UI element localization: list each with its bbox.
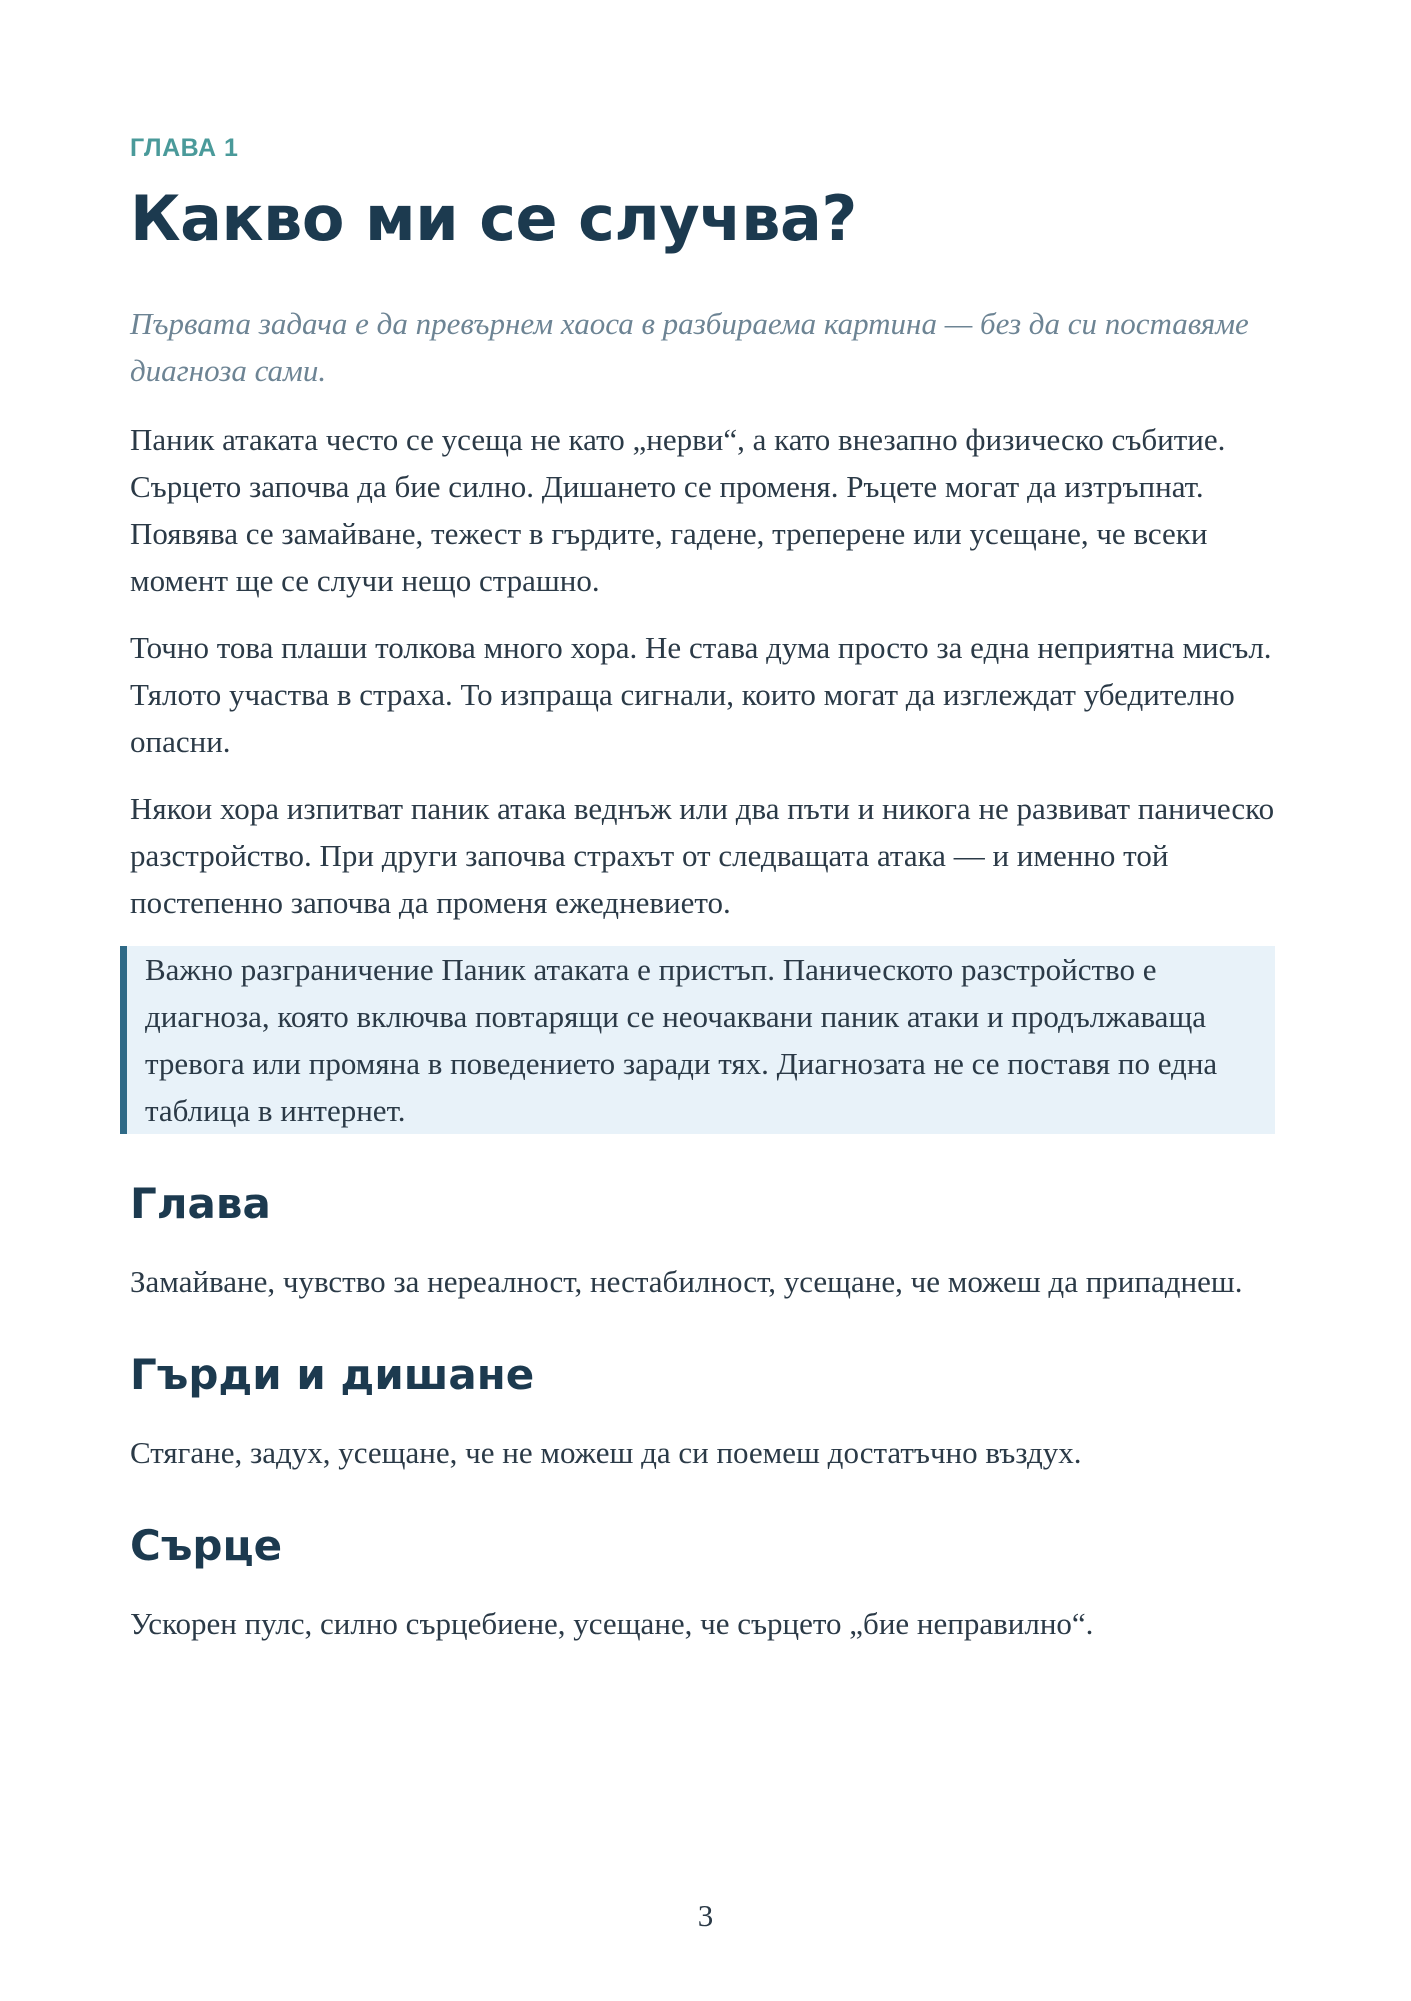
page-content bbox=[130, 128, 1280, 1687]
body-paragraph-3: Някои хора изпитват паник атака веднъж или два пъти и никога не развиват паническо разстройство. При други започва страхът от следващата атака — и именно той постепенно започва да променя ежедневието. bbox=[130, 791, 1275, 920]
callout-text: Важно разграничение Паник атаката е пристъп. Паническото разстройство е диагноза, която включва повтарящи се неочаквани паник атаки и продължаваща тревога или промяна в поведението заради тях. Диагнозата не се поставя по една таблица в интернет. bbox=[145, 952, 1218, 1128]
section-head bbox=[130, 1174, 1280, 1305]
chapter-subtitle: Първата задача е да превърнем хаоса в разбираема картина — без да си поставяме диагноза сами. bbox=[130, 306, 1249, 388]
section-heading-head: Глава bbox=[130, 1179, 271, 1228]
body-paragraph-1: Паник атаката често се усеща не като „нерви“, а като внезапно физическо събитие. Сърцето започва да бие силно. Дишането се променя. Ръцете могат да изтръпнат. Появява се замайване, тежест в гърдите, гадене, треперене или усещане, че всеки момент ще се случи нещо страшно. bbox=[130, 422, 1226, 598]
section-body-heart: Ускорен пулс, силно сърцебиене, усещане, че сърцето „бие неправилно“. bbox=[130, 1606, 1094, 1641]
page-number: 3 bbox=[697, 1898, 714, 1933]
section-heading-heart: Сърце bbox=[130, 1521, 283, 1570]
section-chest-breathing bbox=[130, 1345, 1280, 1476]
body-paragraph-2: Точно това плаши толкова много хора. Не става дума просто за една неприятна мисъл. Тялото участва в страха. То изпраща сигнали, които могат да изглеждат убедително опасни. bbox=[130, 630, 1272, 759]
page-title: Какво ми се случва? bbox=[130, 182, 857, 255]
section-heading-chest: Гърди и дишане bbox=[130, 1350, 535, 1399]
callout-box bbox=[120, 946, 1275, 1134]
section-heart bbox=[130, 1516, 1280, 1647]
chapter-label: ГЛАВА 1 bbox=[130, 134, 239, 162]
section-body-chest: Стягане, задух, усещане, че не можеш да си поемеш достатъчно въздух. bbox=[130, 1435, 1082, 1470]
section-body-head: Замайване, чувство за нереалност, нестабилност, усещане, че можеш да припаднеш. bbox=[130, 1264, 1243, 1299]
